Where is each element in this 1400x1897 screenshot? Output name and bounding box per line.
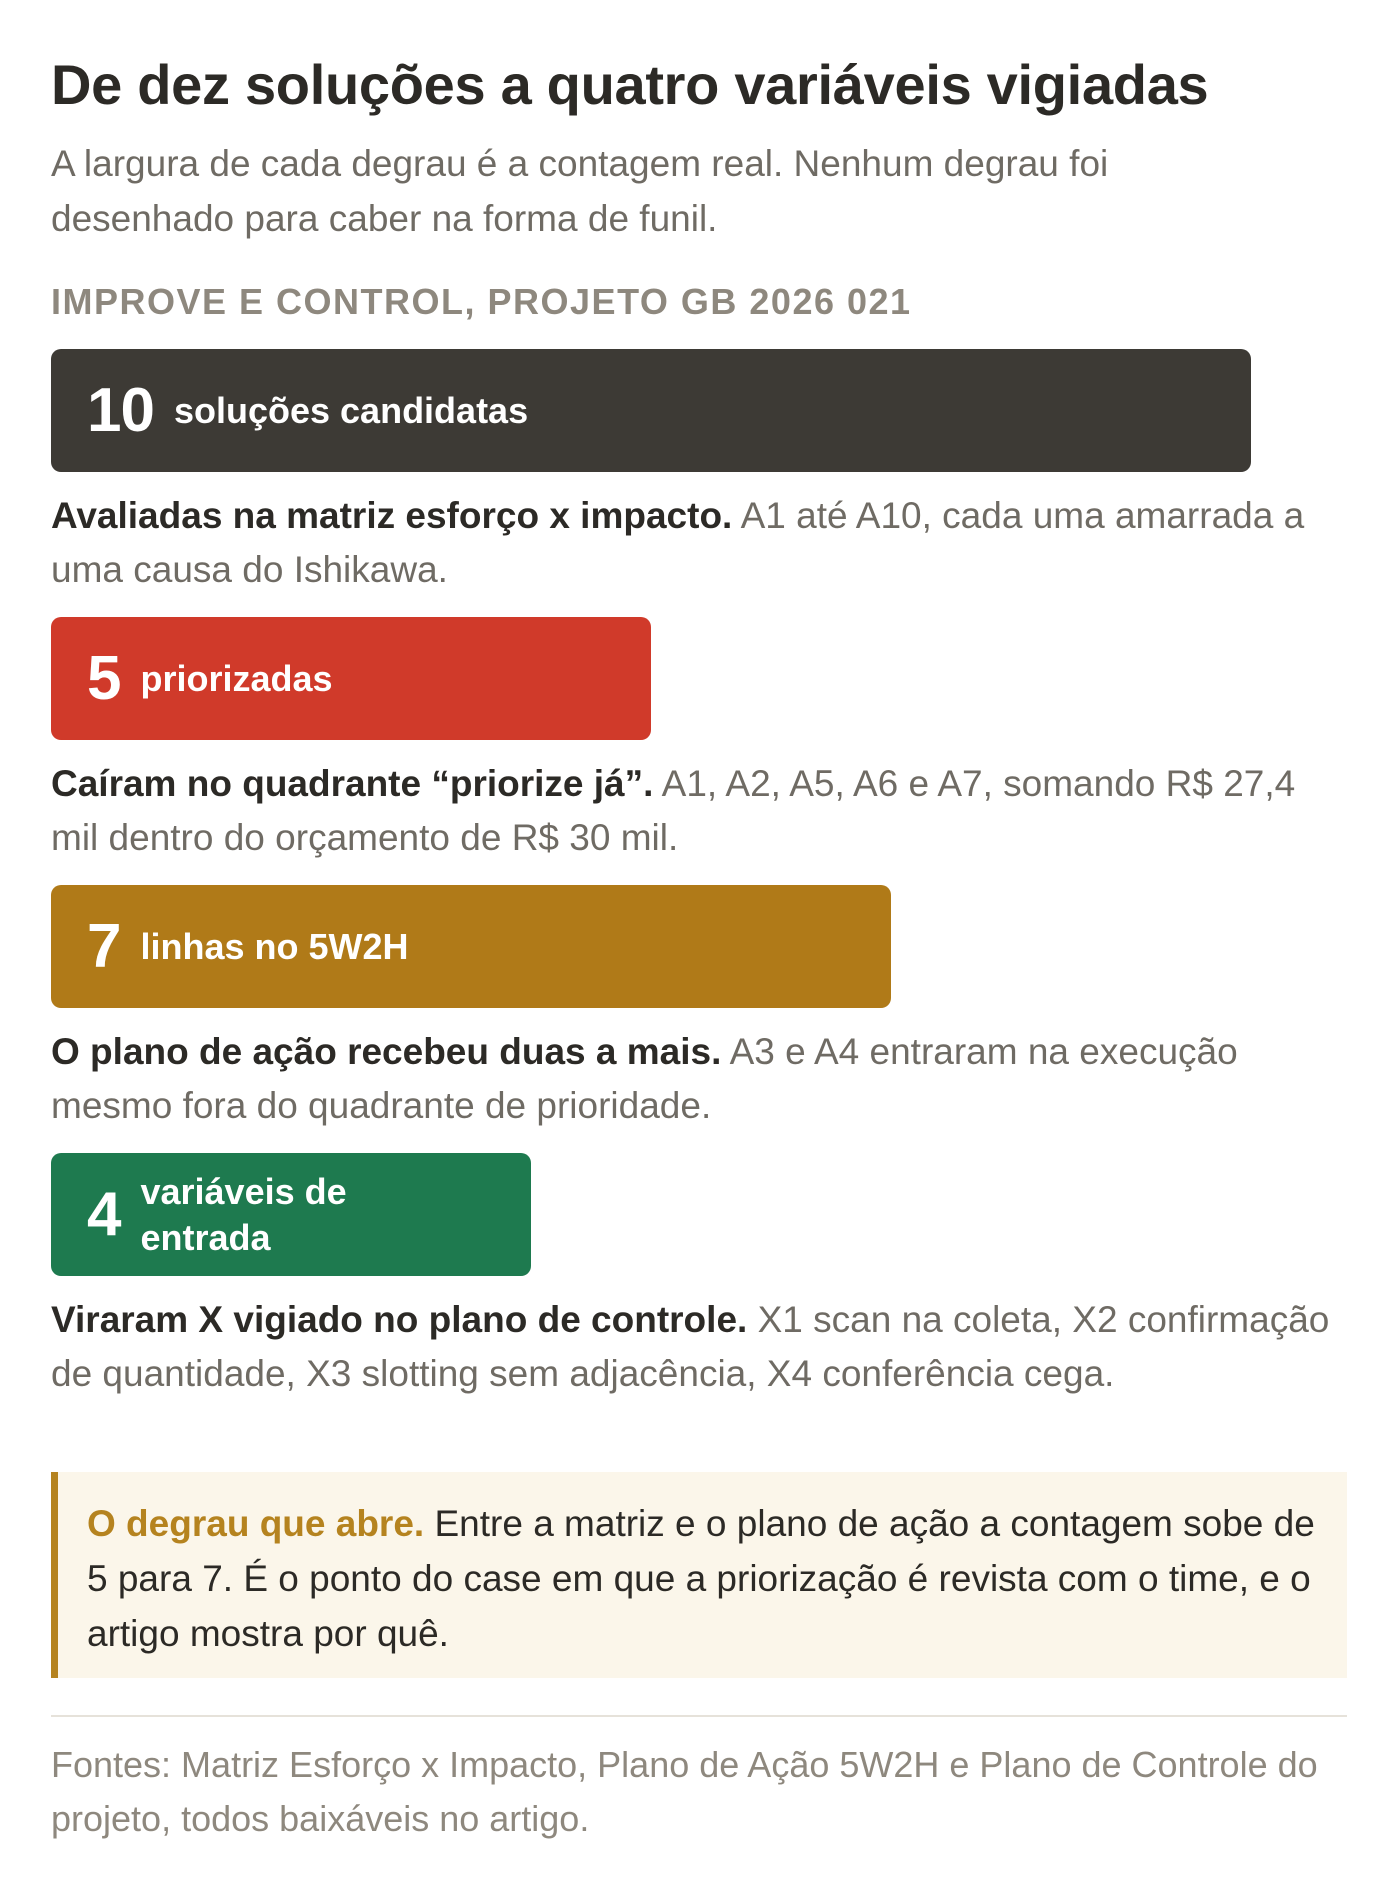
step-note-lead: Avaliadas na matriz esforço x impacto.	[51, 495, 733, 536]
callout-box	[51, 1472, 1347, 1678]
bar-category-label: variáveis de entrada	[140, 1170, 347, 1258]
funnel-bar	[51, 349, 1251, 472]
sources-note: Fontes: Matriz Esforço x Impacto, Plano de Ação 5W2H e Plano de Controle do projeto, todos baixáveis no artigo.	[51, 1744, 1318, 1839]
step-note	[51, 1293, 1341, 1401]
chart-eyebrow: IMPROVE E CONTROL, PROJETO GB 2026 021	[51, 281, 912, 322]
step-note-text: X1 scan na coleta, X2 confirmação de quantidade, X3 slotting sem adjacência, X4 conferência cega.	[51, 1299, 1330, 1394]
bar-value-label: 10	[87, 375, 154, 445]
callout-text: Entre a matriz e o plano de ação a contagem sobe de 5 para 7. É o ponto do case em que a priorização é revista com o time, e o artigo mostra por quê.	[87, 1503, 1315, 1654]
bar-category-label: priorizadas	[140, 657, 333, 699]
callout-lead: O degrau que abre.	[87, 1503, 425, 1544]
step-note-text: A1 até A10, cada uma amarrada a uma causa do Ishikawa.	[51, 495, 1305, 590]
step-note-lead: O plano de ação recebeu duas a mais.	[51, 1031, 722, 1072]
step-note	[51, 489, 1341, 597]
step-note-lead: Viraram X vigiado no plano de controle.	[51, 1299, 748, 1340]
bar-category-label: soluções candidatas	[173, 389, 529, 431]
funnel-bar	[51, 617, 651, 740]
step-note	[51, 757, 1341, 865]
bar-category-label: linhas no 5W2H	[140, 925, 409, 967]
step-note-lead: Caíram no quadrante “priorize já”.	[51, 763, 654, 804]
step-note-text: A1, A2, A5, A6 e A7, somando R$ 27,4 mil dentro do orçamento de R$ 30 mil.	[51, 763, 1296, 858]
funnel-bar	[51, 1153, 531, 1276]
footer-divider	[51, 1715, 1347, 1717]
chart-subtitle: A largura de cada degrau é a contagem real. Nenhum degrau foi desenhado para caber na forma de funil.	[51, 143, 1109, 239]
step-note-text: A3 e A4 entraram na execução mesmo fora do quadrante de prioridade.	[51, 1031, 1238, 1126]
chart-title: De dez soluções a quatro variáveis vigiadas	[51, 53, 1209, 116]
funnel-bar	[51, 885, 891, 1008]
bar-value-label: 4	[87, 1179, 121, 1249]
step-note	[51, 1025, 1341, 1133]
bar-value-label: 5	[87, 643, 121, 713]
bar-value-label: 7	[87, 911, 121, 981]
